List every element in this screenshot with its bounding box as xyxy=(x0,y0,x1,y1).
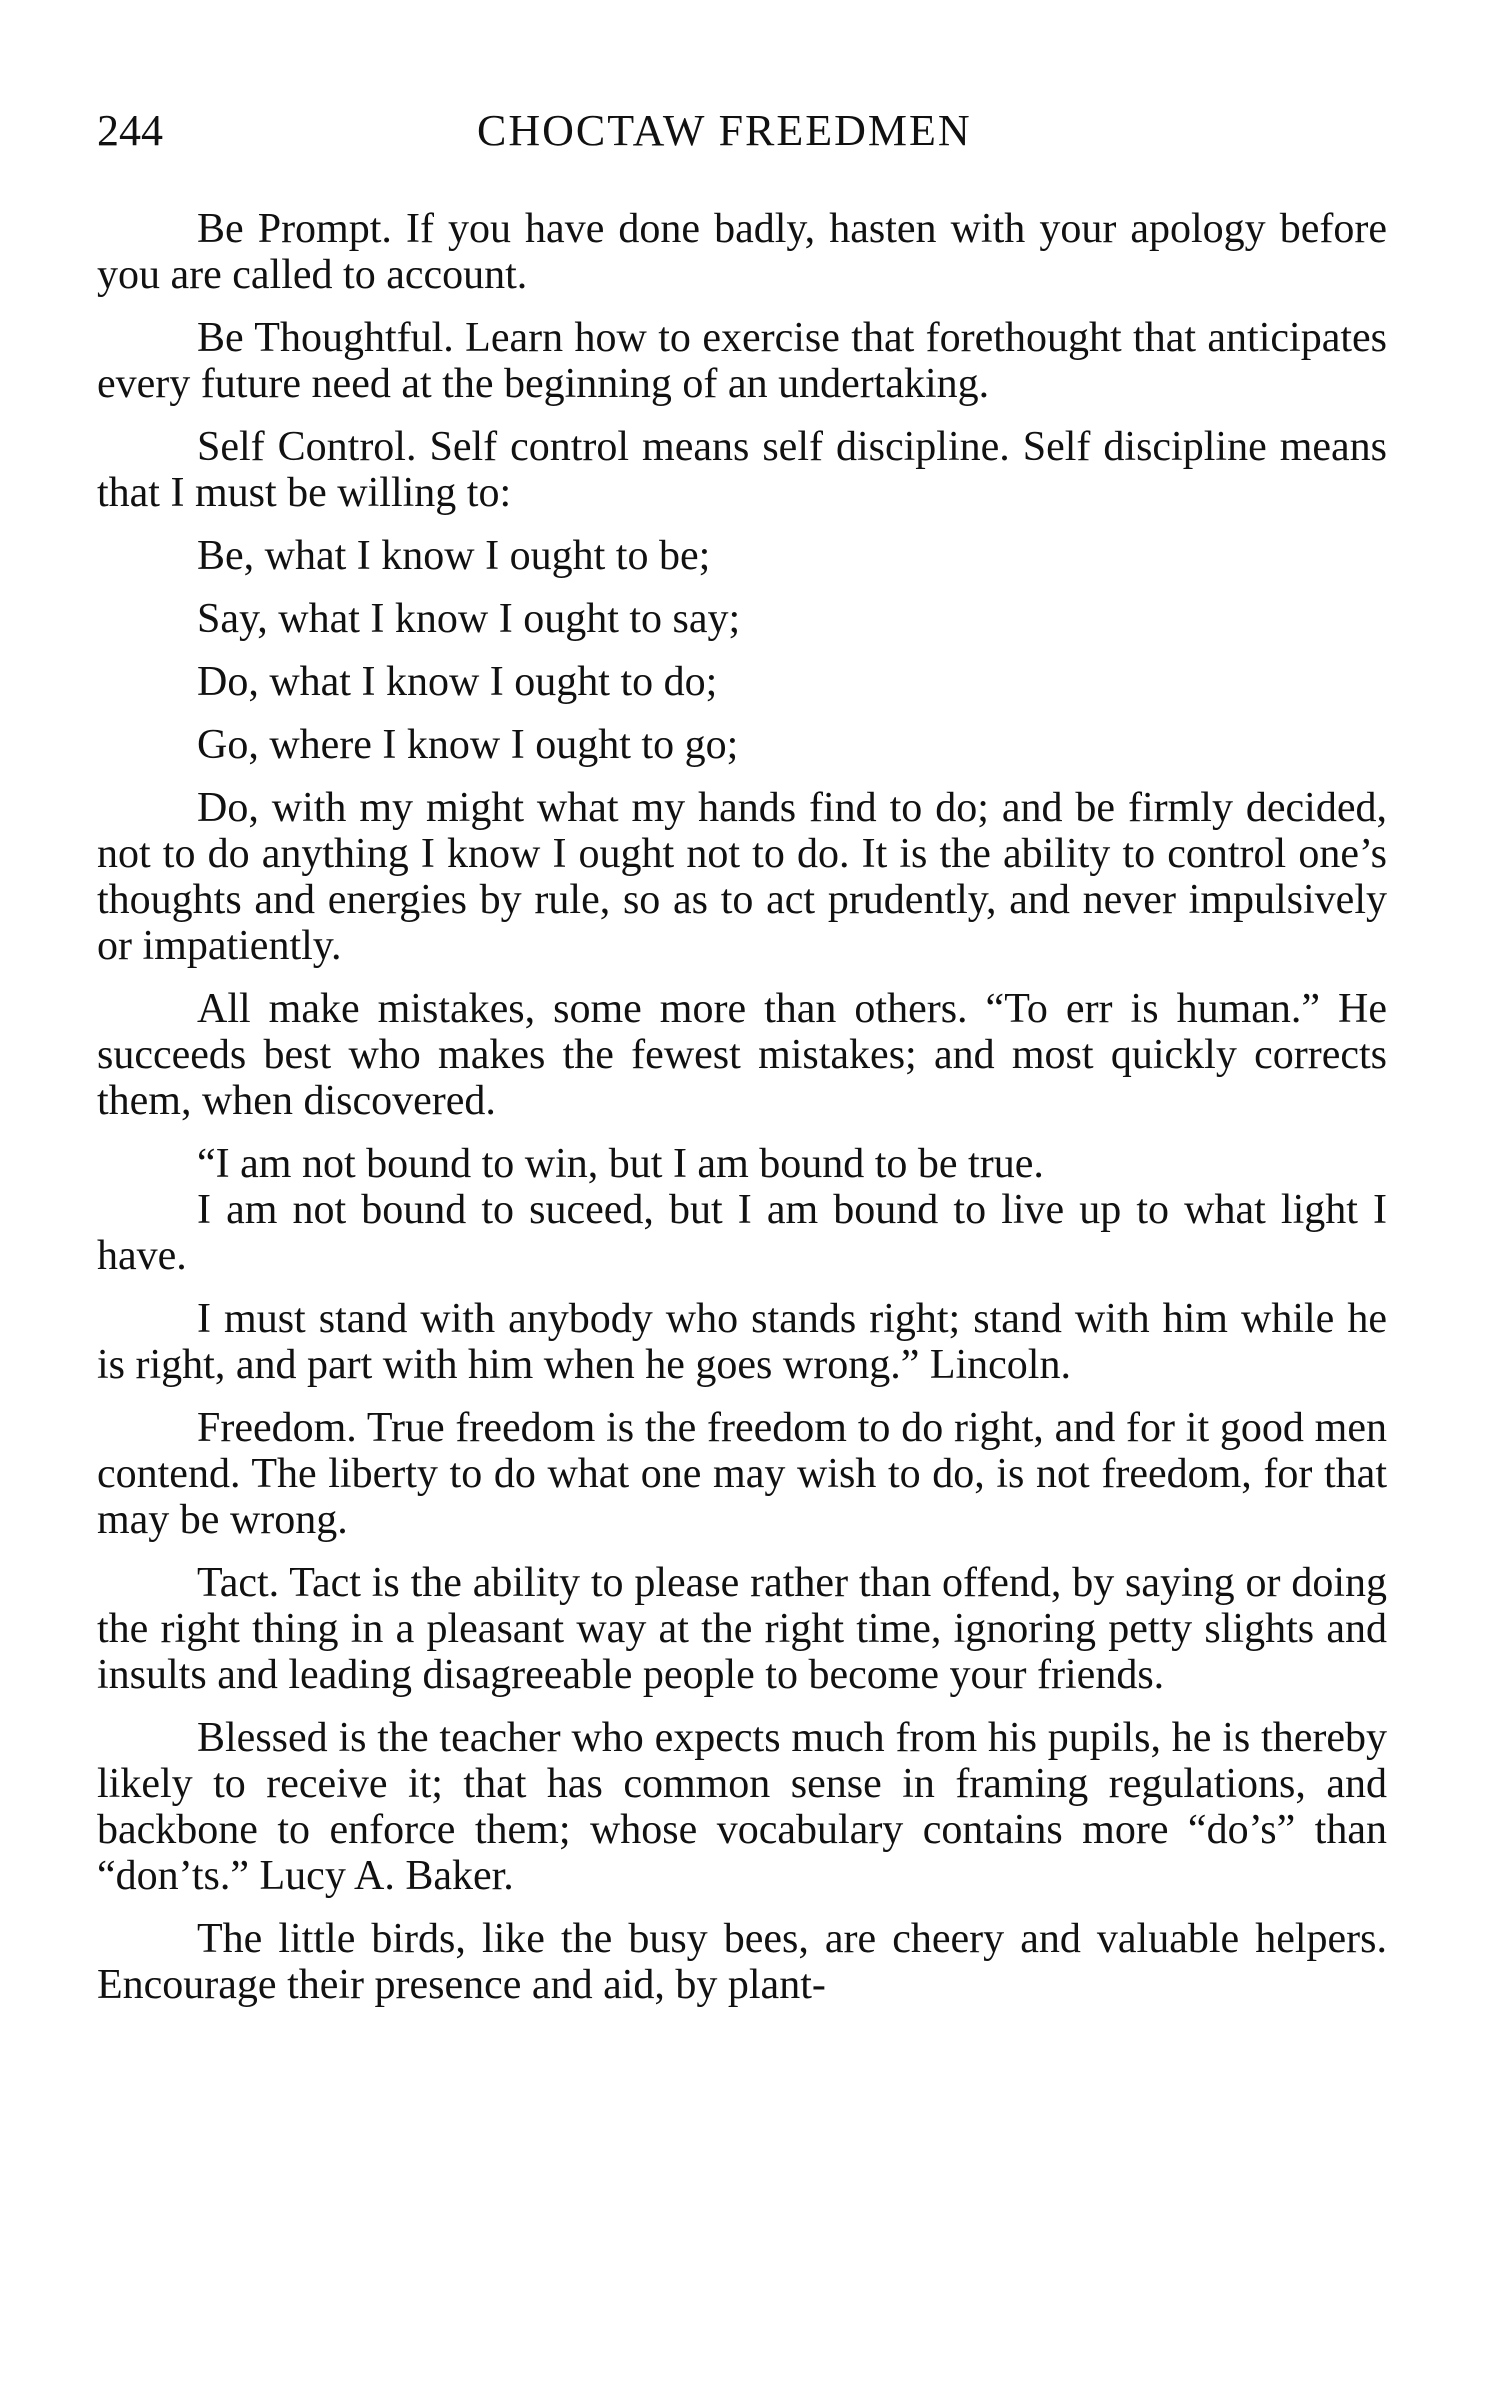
paragraph-tact: Tact. Tact is the ability to please rather than offend, by saying or doing the right thing in a pleasant way at the right time, ignoring petty slights and insults and leading disagreeable people to become your friends. xyxy=(97,1560,1387,1698)
page-body xyxy=(97,206,1387,2008)
paragraph-be-thoughtful: Be Thoughtful. Learn how to exercise that forethought that anticipates every future need at the beginning of an undertaking. xyxy=(97,315,1387,407)
paragraph-self-control: Self Control. Self control means self discipline. Self discipline means that I must be willing to: xyxy=(97,424,1387,516)
list-line-do: Do, what I know I ought to do; xyxy=(197,659,718,705)
book-page xyxy=(97,96,1387,2008)
quote-lincoln: I must stand with anybody who stands right; stand with him while he is right, and part with him when he goes wrong.” Lincoln. xyxy=(97,1296,1387,1388)
paragraph-blessed-teacher: Blessed is the teacher who expects much from his pupils, he is thereby likely to receive it; that has common sense in framing regulations, and backbone to enforce them; whose vocabulary contains more “do’s” than “don’ts.” Lucy A. Baker. xyxy=(97,1715,1387,1899)
running-head: CHOCTAW FREEDMEN xyxy=(477,106,972,155)
paragraph-little-birds: The little birds, like the busy bees, are cheery and valuable helpers. Encourage their presence and aid, by plant- xyxy=(97,1916,1387,2008)
page-header xyxy=(97,96,1387,166)
quote-line-bound-to-win: “I am not bound to win, but I am bound to be true. xyxy=(197,1141,1044,1187)
list-line-go: Go, where I know I ought to go; xyxy=(197,722,739,768)
page-number: 244 xyxy=(97,106,163,155)
paragraph-mistakes: All make mistakes, some more than others. “To err is human.” He succeeds best who makes the fewest mistakes; and most quickly corrects them, when discovered. xyxy=(97,986,1387,1124)
paragraph-be-prompt: Be Prompt. If you have done badly, hasten with your apology before you are called to account. xyxy=(97,206,1387,298)
paragraph-freedom: Freedom. True freedom is the freedom to do right, and for it good men contend. The liberty to do what one may wish to do, is not freedom, for that may be wrong. xyxy=(97,1405,1387,1543)
paragraph-do-with-my-might: Do, with my might what my hands find to do; and be firmly decided, not to do anything I know I ought not to do. It is the ability to control one’s thoughts and energies by rule, so as to act prudently, and never impulsively or impatiently. xyxy=(97,785,1387,969)
list-line-be: Be, what I know I ought to be; xyxy=(197,533,711,579)
quote-line-bound-to-succeed: I am not bound to suceed, but I am bound to live up to what light I have. xyxy=(97,1187,1387,1279)
list-line-say: Say, what I know I ought to say; xyxy=(197,596,741,642)
